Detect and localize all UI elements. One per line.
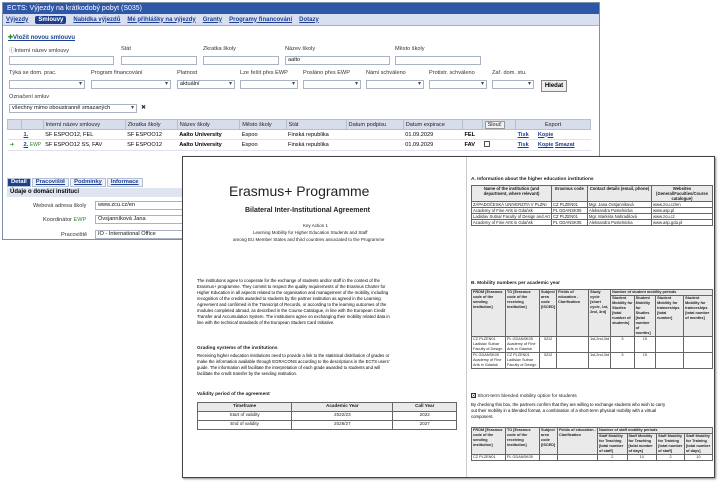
col-expiry[interactable]: Datum expirace [403, 120, 462, 130]
doc-validity-title: Validity period of the agreement [197, 392, 270, 397]
filter-state-label: Stát [121, 46, 131, 52]
arrow-right-icon: ➜ [9, 142, 15, 148]
col-merge: Slouč [482, 120, 516, 130]
ewp-badge: EWP [29, 142, 42, 148]
filter-marking-select[interactable]: všechny mimo oboustranně smazaných ▾ [9, 104, 137, 113]
row-school: Aalto University [177, 130, 240, 140]
blended-line: By checking this box, the partners confirm that they are willing to exchange students who wish to carry [471, 402, 666, 407]
add-icon: ✚ [8, 35, 14, 41]
row-number[interactable]: 2. [23, 142, 29, 148]
mobility-table: FROM [Erasmus code of the sending institution] TO [Erasmus code of the receiving institution] Subject area code [ISCED] Fields of education - Clarification Study cycle [short cycle, 1st, 2nd, 3rd] Number of student mobility periods Student Mobility for Studies [total number of students] Student Mobility for Studies [total number of months] Student Mobility for traineeships [total number] Student Mobility for traineeships [total number of months] CZ PLZEN01 Ladislav Sutnar Faculty of Design PL GDANSK05 Academy of Fine Arts in Gdańsk 0212 1st,2nd,3rd 3 15 PL GDANSK05 Academy of Fine Arts in Gdańsk CZ PLZEN01 Ladislav Sutnar Faculty of Design 0212 1st,2nd,3rd 3 15 [471, 289, 713, 369]
filter-school-name-input[interactable]: aalto [285, 56, 390, 65]
intro-line: Erasmus+ programme. They commit to respect the quality requirements of the Erasmus Charter for [197, 284, 386, 289]
col-city[interactable]: Město školy [240, 120, 286, 130]
col-school[interactable]: Název školy [177, 120, 240, 130]
intro-line: modules completed abroad, as described in the Course Catalogue, in line with the European Credit [197, 308, 386, 313]
filter-ewp-sent-select[interactable] [303, 80, 361, 89]
row-number[interactable]: 1. [23, 131, 29, 138]
tab-vyjezdy[interactable]: Výjezdy [6, 16, 29, 23]
window-title: ECTS: Výjezdy na krátkodobý pobyt (S035) [3, 3, 599, 14]
filter-internal-name-label: ⓘInterní název smlouvy [9, 48, 70, 54]
row-state: Finská republika [286, 140, 346, 151]
intro-line: line with the technical standards of the European Student Card Initiative. [197, 320, 335, 325]
tab-programy[interactable]: Programy financování [229, 16, 293, 23]
tab-smlouvy[interactable]: Smlouvy [35, 16, 66, 24]
filter-city-label: Město školy [395, 46, 425, 52]
doc-title: Erasmus+ Programme [229, 183, 370, 199]
filter-ewp-sent-label: Posláno přes EWP [303, 70, 350, 76]
col-abbr[interactable]: Zkratka školy [125, 120, 177, 130]
row-abbr: SF ESPOO12 [125, 130, 177, 140]
coord-label: Koordinátor EWP [43, 217, 87, 223]
col-export: Export [516, 120, 591, 130]
search-button[interactable]: Hledat [541, 80, 567, 92]
doc-key-action: Key Action 1 [303, 223, 329, 228]
home-institution-section: Údaje o domácí instituci [7, 188, 597, 197]
blended-line: out their mobility in a blended format, a combination of a short-term physical mobility with a virtual [471, 408, 657, 413]
doc-intro [197, 278, 459, 326]
row-school: Aalto University [177, 140, 240, 151]
copy-link[interactable]: Kopie [537, 142, 554, 148]
tab-granty[interactable]: Granty [202, 16, 223, 23]
intro-line: Transfer and Accumulation System. The institutions agree on exchanging their mobility related data in [197, 314, 390, 319]
table-row[interactable] [8, 140, 591, 151]
col-signed[interactable]: Datum podpisu [346, 120, 403, 130]
filter-department-label: Týká se dom. prac. [9, 70, 57, 76]
merge-checkbox[interactable] [482, 140, 516, 151]
filter-abbr-input[interactable] [203, 56, 279, 65]
print-link[interactable]: Tisk [517, 142, 529, 148]
info-icon: ⓘ [9, 48, 15, 54]
filter-abbr-label: Zkratka školy [203, 46, 236, 52]
detail-tabs [7, 178, 144, 187]
validity-table: Timeframe Academic Year Call Year Start of validity 2022/23 2022 End of validity 2026/27 2027 [197, 402, 457, 430]
filter-validity-label: Platnost [177, 70, 198, 76]
doc-blended [471, 402, 713, 420]
doc-section-b: B. Mobility numbers per academic year [471, 281, 561, 286]
row-abbr: SF ESPOO12 [125, 140, 177, 151]
filter-school-name-label: Název školy [285, 46, 316, 52]
grading-line: Receiving higher education institutions need to provide a link to the statistical distribution of grades or [197, 353, 390, 358]
filter-department-select[interactable] [9, 80, 85, 89]
row-expiry: 01.09.2029 [403, 130, 462, 140]
staff-table: FROM [Erasmus code of the sending institution] TO [Erasmus code of the receiving institution] Subject area code [ISCED] Fields of education - Clarification Number of staff mobility periods Staff Mobility for Teaching [total number of staff] Staff Mobility for Teaching [total number of days] Staff Mobility for Training [total number of staff] Staff Mobility for Training [total number of days] CZ PLZEN01 PL GDANSK05 2 10 2 10 [471, 427, 713, 461]
row-expiry: 01.09.2029 [403, 140, 462, 151]
blended-line: component. [471, 414, 494, 419]
tab-podminky[interactable]: Podmínky [70, 178, 106, 187]
clear-icon[interactable]: ✖ [141, 105, 147, 111]
filter-validity-select[interactable]: aktuální ▾ [177, 80, 235, 89]
web-label: Webová adresa školy [33, 203, 87, 209]
doc-among-line: among EU Member States and third countries associated to the Programme [233, 237, 385, 242]
filter-partner-approved-label: Protistr. schváleno [429, 70, 475, 76]
doc-grading-title: Grading systems of the institutions [197, 346, 278, 351]
doc-grading [197, 353, 459, 377]
delete-link[interactable]: Smazat [554, 142, 575, 148]
row-fac: FAV [463, 140, 483, 151]
row-signed [346, 140, 403, 151]
print-link[interactable]: Tisk [517, 131, 529, 138]
filter-ewp-solved-select[interactable] [240, 80, 298, 89]
filter-approved-label: Námi schváleno [366, 70, 406, 76]
results-table [7, 119, 591, 151]
table-header-row [8, 120, 591, 130]
new-contract-label: Vložit novou smlouvu [13, 35, 76, 41]
dept-label: Pracoviště [61, 232, 88, 238]
filter-ewp-solved-label: Lze řešit přes EWP [240, 70, 288, 76]
doc-section-a: A. Information about the higher education institutions [471, 177, 594, 182]
agreement-document [182, 156, 715, 478]
row-state: Finská republika [286, 130, 346, 140]
row-city: Espoo [240, 130, 286, 140]
row-fac: FEL [463, 130, 483, 140]
intro-line: The institutions agree to cooperate for the exchange of students and/or staff in the context of the [197, 278, 380, 283]
institutions-table: Name of the institution (and department, where relevant) Erasmus code Contact details (email, phone) Websites (General/Faculties/Course catalogue) ZÁPADOČESKÁ UNIVERZITA V PLZNI CZ PLZEN01 Mgr. Jana Ovsjanniková www.zcu.cz/en Academy of Fine Arts in Gdańsk PL GDANSK05 Aleksandra Pustelnicka www.asp.pl Ladislav Sutnar Faculty of Design and Art CZ PLZEN01 Mgr. Markéta Nahradilová www.zcu.cz Academy of Fine Arts in Gdańsk PL GDANSK05 Aleksandra Pustelnicka www.asp.gda.pl [471, 185, 713, 226]
intro-line: Higher Education in all aspects related to the organisation and management of the mobility, including [197, 290, 389, 295]
row-internal-name: SF ESPOO12 SS, FAV [43, 140, 125, 151]
row-internal-name: SF ESPOO12, FEL [43, 130, 125, 140]
doc-subtitle: Bilateral Inter-Institutional Agreement [245, 207, 370, 214]
filter-resp-dept-label: Zař. dom. stu. [492, 70, 527, 76]
document-right-page [466, 157, 715, 478]
grading-line: make the information available through EGRACONS according to the descriptions in the ECTS users' [197, 359, 390, 364]
copy-link[interactable]: Kopie [537, 131, 554, 138]
intro-line: Agreement and confirmed in the Transcript of Records, or according to the learning outcomes of the [197, 302, 387, 307]
blended-checkbox[interactable]: ✕ Short-term blended mobility option for students [472, 393, 577, 399]
col-fac [463, 120, 483, 130]
grading-line: facilitate the credit transfer by the sending institution. [197, 371, 298, 376]
tab-dotazy[interactable]: Dotazy [299, 16, 319, 23]
filter-marking-label: Označení smluv [9, 94, 50, 100]
document-left-page [183, 157, 466, 478]
merge-checkbox[interactable] [482, 130, 516, 140]
web-input[interactable]: www.zcu.cz/en [95, 201, 185, 210]
filter-partner-approved-select[interactable] [429, 80, 487, 89]
coord-input[interactable]: Ovsjanníková Jana [95, 215, 185, 224]
tab-pracoviste[interactable]: Pracoviště [32, 178, 69, 187]
row-signed [346, 130, 403, 140]
main-tabs [3, 14, 599, 26]
dept-input[interactable]: IO - International Office [95, 230, 185, 239]
tab-prihlasky[interactable]: Mé přihlášky na výjezdy [127, 16, 196, 23]
col-state[interactable]: Stát [286, 120, 346, 130]
row-city: Espoo [240, 140, 286, 151]
tab-informace[interactable]: Informace [107, 178, 143, 187]
filter-funding-label: Program financování [91, 70, 143, 76]
filter-approved-select[interactable] [366, 80, 424, 89]
doc-mobility-line: Learning Mobility for Higher Education Students and Staff [253, 230, 368, 235]
new-contract-link[interactable] [8, 34, 75, 41]
filter-funding-select[interactable] [91, 80, 171, 89]
col-internal-name[interactable]: Interní název smlouvy [43, 120, 125, 130]
filter-state-input[interactable] [121, 56, 197, 65]
filter-internal-name-input[interactable] [9, 56, 114, 65]
intro-line: recognition of the credits awarded to students by the partner institution as agreed in the Learning [197, 296, 381, 301]
grading-line: guide. The information will facilitate the interpretation of each grade awarded to students and will [197, 365, 381, 370]
table-row[interactable] [8, 130, 591, 140]
filter-city-input[interactable] [395, 56, 481, 65]
tab-nabidka[interactable]: Nabídka výjezdů [73, 16, 121, 23]
tab-detail[interactable]: Detail [7, 178, 31, 187]
filter-resp-dept-select[interactable] [492, 80, 534, 89]
